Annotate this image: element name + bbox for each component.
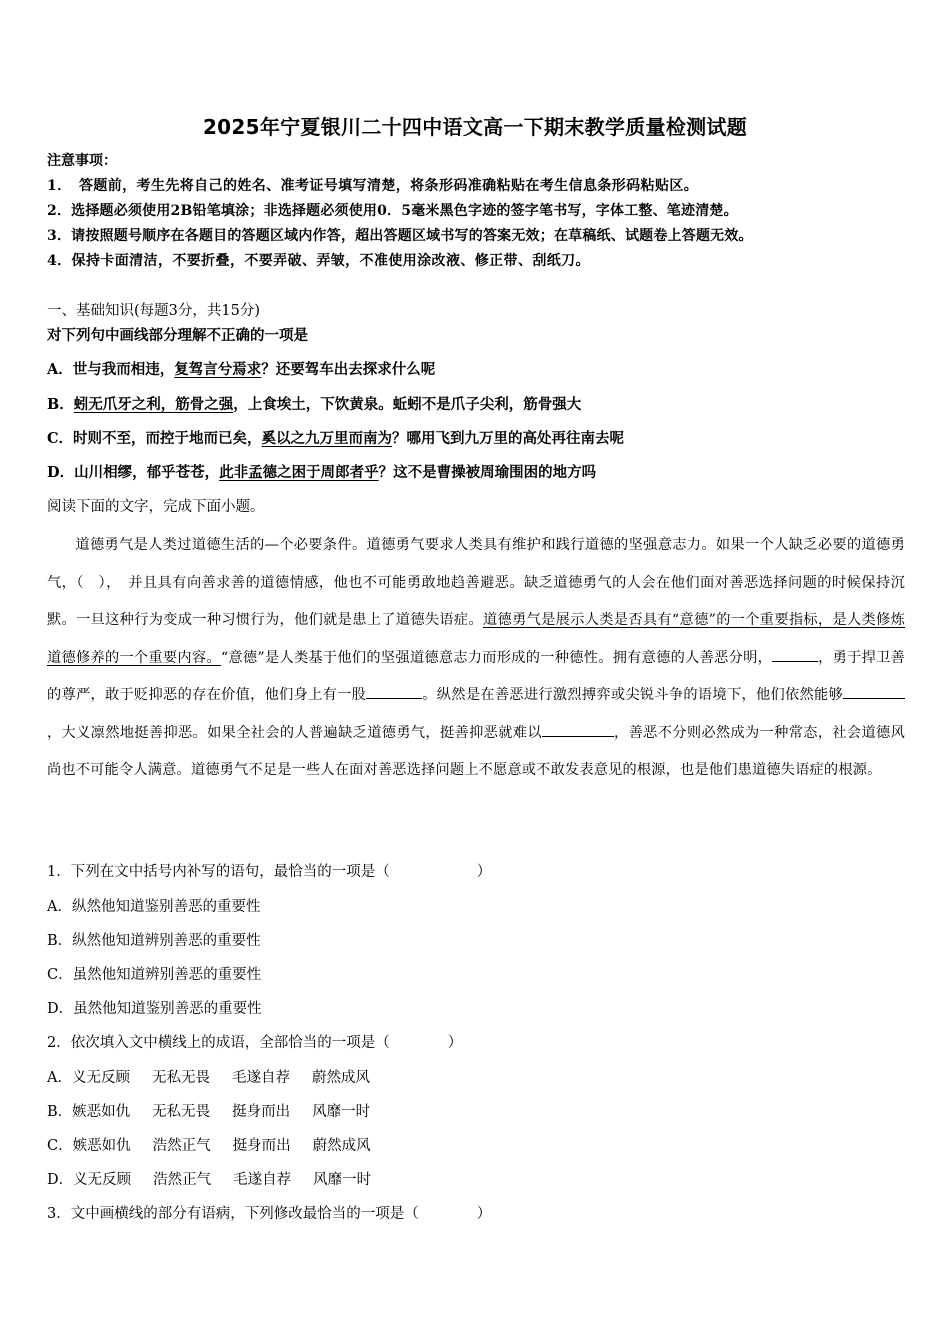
option-label: C． — [47, 430, 74, 447]
option-text: ？这不是曹操被周瑜围困的地方吗 — [378, 464, 597, 481]
option-label: B． — [47, 1104, 73, 1120]
question-stem: 3．文中画横线的部分有语病，下列修改最恰当的一项是（ ） — [47, 1206, 492, 1222]
q2-option-c — [47, 1136, 371, 1156]
notes-item: 3．请按照题号顺序在各题目的答题区域内作答，超出答题区域书写的答案无效；在草稿纸、试题卷上答题无效。 — [47, 228, 753, 244]
fill-blank[interactable] — [772, 647, 818, 662]
option-text: 纵然他知道辨别善恶的重要性 — [72, 933, 261, 949]
fill-blank[interactable] — [366, 684, 422, 699]
q1-option-d — [47, 999, 262, 1019]
passage-text: ，善恶不分则必然成为一种常态，社会道德风尚也不可能令人满意。道德勇气不足是一些人在面对善恶选择问题上不愿意或不敢发表意见的根源，也是他们患道德失语症的根源。 — [47, 724, 905, 778]
option-text: ？还要驾车出去探求什么呢 — [261, 361, 436, 378]
idiom: 嫉恶如仇 — [72, 1138, 131, 1154]
option-label: B． — [47, 933, 73, 949]
option-label: A． — [47, 1070, 72, 1086]
option-label: B． — [47, 396, 74, 413]
q1-option-b — [47, 931, 261, 951]
option-label: D． — [47, 464, 75, 481]
question-stem: 对下列句中画线部分理解不正确的一项是 — [47, 327, 308, 344]
notes-heading: 注意事项： — [47, 153, 117, 169]
idiom: 挺身而出 — [232, 1104, 291, 1120]
notes-item: 1． 答题前，考生先将自己的姓名、准考证号填写清楚，将条形码准确粘贴在考生信息条形码粘贴区。 — [47, 178, 699, 194]
fill-blank[interactable] — [843, 684, 905, 699]
underlined-sentence: 道德勇气是展示人类是否具有“意德”的一个重要指标，是人类修炼道德修养的一个重要内容。 — [47, 612, 905, 666]
idiom: 无私无畏 — [152, 1104, 211, 1120]
q2-option-d — [47, 1170, 371, 1190]
fill-blank[interactable] — [542, 722, 614, 737]
idiom: 蔚然成风 — [312, 1138, 371, 1154]
q2-option-a — [47, 1068, 370, 1088]
question-stem: 1．下列在文中括号内补写的语句，最恰当的一项是（ ） — [47, 864, 492, 880]
passage-text: 。纵然是在善恶进行激烈搏弈或尖锐斗争的语境下，他们依然能够 — [422, 687, 843, 703]
passage-text: ，大义凛然地挺善抑恶。如果全社会的人普遍缺乏道德勇气，挺善抑恶就难以 — [47, 724, 542, 741]
idiom: 挺身而出 — [232, 1138, 291, 1154]
option-text: 时则不至，而控于地而已矣， — [73, 430, 262, 447]
option-label: A． — [47, 899, 72, 915]
option-text: ，上食埃土，下饮黄泉。蚯蚓不是爪子尖利，筋骨强大 — [233, 396, 582, 413]
idiom: 义无反顾 — [73, 1172, 132, 1188]
underlined-phrase: 复驾言兮焉求 — [174, 361, 262, 378]
passage-text: “意德”是人类基于他们的坚强道德意志力而形成的一种德性。拥有意德的人善恶分明， — [220, 649, 773, 666]
idiom: 浩然正气 — [153, 1172, 212, 1188]
idiom: 毛遂自荐 — [233, 1172, 292, 1188]
option-c — [47, 429, 624, 449]
idiom: 嫉恶如仇 — [72, 1104, 131, 1120]
idiom: 蔚然成风 — [311, 1070, 370, 1086]
option-text: 世与我而相违， — [72, 361, 175, 378]
idiom: 风靡一时 — [312, 1104, 371, 1120]
notes-item: 4．保持卡面清洁，不要折叠，不要弄破、弄皱，不准使用涂改液、修正带、刮纸刀。 — [47, 253, 590, 269]
section-heading: 一、基础知识(每题3分，共15分) — [47, 303, 260, 319]
option-label: D． — [47, 1172, 74, 1188]
reading-passage — [47, 527, 905, 790]
option-d — [47, 463, 596, 483]
option-label: C． — [47, 1138, 73, 1154]
idiom: 风靡一时 — [313, 1172, 372, 1188]
passage-text: 道德勇气是人类过道德生活的—个必要条件。道德勇气要求人类具有维护和践行道德的坚强意志力。如果一个人缺乏必要的道德勇气，（ ）， 并且具有向善求善的道德情感，他也不可能勇敢地趋善避恶。缺乏道德勇气的人会在他们面对善恶选择问题的时候保持沉默。一旦这种行为变成一种习惯行为，他们就是患上了道德失语症。 — [47, 537, 905, 628]
notes-item: 2．选择题必须使用2B铅笔填涂；非选择题必须使用0．5毫米黑色字迹的签字笔书写，字体工整、笔迹清楚。 — [47, 203, 738, 219]
underlined-phrase: 奚以之九万里而南为 — [261, 430, 393, 447]
option-label: C． — [47, 967, 73, 983]
reading-intro: 阅读下面的文字，完成下面小题。 — [47, 499, 265, 515]
page-title: 2025年宁夏银川二十四中语文高一下期末教学质量检测试题 — [202, 115, 748, 139]
option-a — [47, 360, 435, 380]
option-text: 虽然他知道鉴别善恶的重要性 — [73, 1001, 262, 1017]
underlined-phrase: 此非孟德之困于周郎者乎 — [219, 464, 379, 481]
idiom: 无私无畏 — [151, 1070, 210, 1086]
option-label: D． — [47, 1001, 74, 1017]
question-stem: 2．依次填入文中横线上的成语，全部恰当的一项是（ ） — [47, 1035, 463, 1051]
q1-option-c — [47, 965, 261, 985]
q2-option-b — [47, 1102, 370, 1122]
q1-option-a — [47, 897, 260, 917]
passage-text: ，勇于捍卫善的尊严，敢于贬抑恶的存在价值，他们身上有一股 — [47, 649, 906, 703]
underlined-phrase: 蚓无爪牙之利，筋骨之强 — [73, 396, 234, 413]
option-text: ？哪用飞到九万里的高处再往南去呢 — [392, 430, 625, 447]
option-text: 山川相缪，郁乎苍苍， — [74, 464, 220, 481]
idiom: 义无反顾 — [71, 1070, 130, 1086]
option-label: A． — [47, 361, 73, 378]
option-text: 纵然他知道鉴别善恶的重要性 — [71, 899, 261, 915]
idiom: 毛遂自荐 — [231, 1070, 290, 1086]
option-b — [47, 395, 581, 415]
idiom: 浩然正气 — [152, 1138, 211, 1154]
option-text: 虽然他知道辨别善恶的重要性 — [72, 967, 262, 983]
